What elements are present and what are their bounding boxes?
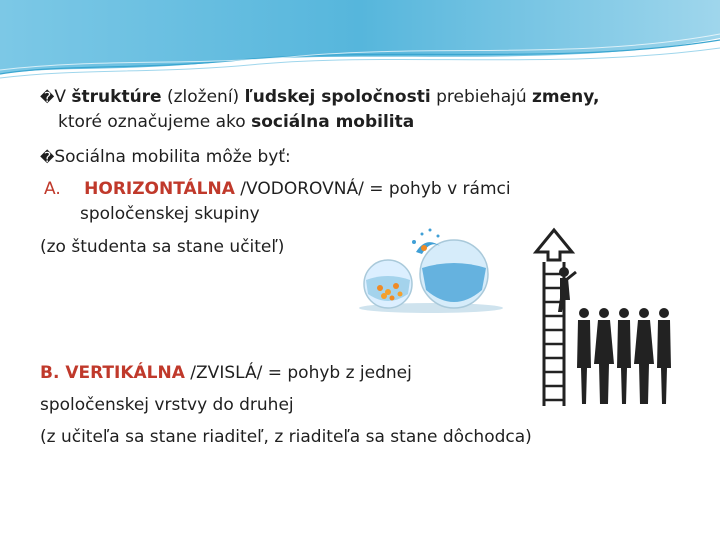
item-a-line-2: spoločenskej skupiny (80, 204, 260, 224)
vertical-term: B. VERTIKÁLNA (40, 363, 185, 383)
item-b-line-2: spoločenskej vrstvy do druhej (40, 395, 294, 415)
ladder-people-image (520, 226, 680, 408)
bullet-marker: � (40, 150, 55, 166)
item-b-line-1: B. VERTIKÁLNA /ZVISLÁ/ = pohyb z jednej (40, 363, 412, 383)
intro-line-2: ktoré označujeme ako sociálna mobilita (58, 112, 415, 132)
horizontal-term: HORIZONTÁLNA (84, 179, 235, 199)
item-a-example: (zo študenta sa stane učiteľ) (40, 237, 285, 257)
fish-bowls-image (356, 222, 506, 314)
item-a-marker: A. (44, 179, 61, 199)
intro-line-1: �V štruktúre (zložení) ľudskej spoločnosti prebiehajú zmeny, (40, 87, 600, 107)
header-wave-decoration (0, 0, 720, 80)
item-a-line-1: A. HORIZONTÁLNA /VODOROVNÁ/ = pohyb v rámci (44, 179, 511, 199)
item-b-example: (z učiteľa sa stane riaditeľ, z riaditeľa sa stane dôchodca) (40, 427, 532, 447)
mobility-types-heading: �Sociálna mobilita môže byť: (40, 147, 291, 167)
bullet-marker: � (40, 90, 55, 106)
